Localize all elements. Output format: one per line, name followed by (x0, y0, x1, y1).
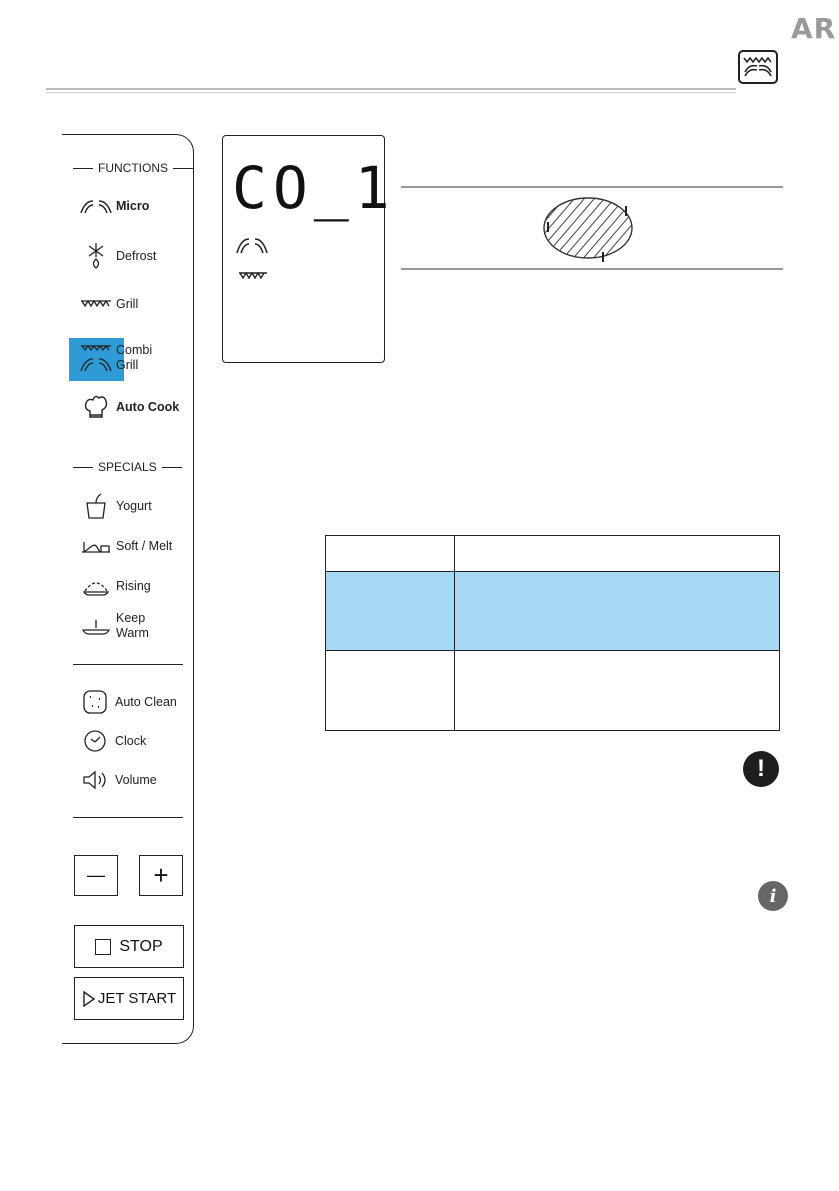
function-micro[interactable] (76, 193, 149, 219)
function-label: Defrost (116, 249, 157, 263)
table-row-highlighted (326, 572, 780, 651)
function-defrost[interactable] (76, 243, 156, 269)
combi-grill-icon (738, 50, 778, 84)
header-rule (46, 88, 736, 90)
minus-button[interactable]: — (74, 855, 118, 896)
grill-indicator-icon (237, 270, 269, 282)
info-table (325, 535, 780, 731)
special-label: Yogurt (116, 499, 152, 513)
table-cell (455, 651, 780, 731)
specials-heading: SPECIALS (73, 460, 182, 474)
special-label: Keep Warm (116, 611, 149, 640)
auto-clean-icon (75, 689, 115, 715)
soft-melt-icon (76, 533, 116, 559)
setting-label: Clock (115, 734, 147, 748)
yogurt-icon (76, 493, 116, 519)
functions-heading: FUNCTIONS (73, 161, 193, 175)
setting-volume[interactable] (75, 767, 157, 793)
stop-button[interactable] (74, 925, 184, 968)
panel-divider (73, 817, 183, 818)
table-cell (326, 572, 455, 651)
special-soft-melt[interactable] (76, 533, 172, 559)
special-label: Soft / Melt (116, 539, 173, 553)
setting-label: Auto Clean (115, 695, 177, 709)
jet-start-button[interactable] (74, 977, 184, 1020)
special-rising[interactable] (76, 573, 151, 599)
micro-icon (76, 193, 116, 219)
combi-grill-icon (76, 345, 116, 371)
micro-indicator-icon (235, 235, 269, 255)
stop-label: STOP (119, 937, 163, 955)
jet-start-label: JET START (97, 990, 177, 1007)
special-label: Rising (116, 579, 151, 593)
keep-warm-icon (76, 613, 116, 639)
setting-auto-clean[interactable] (75, 689, 177, 715)
panel-divider (73, 664, 183, 665)
table-cell (455, 572, 780, 651)
illustration-rule-top (401, 186, 783, 188)
clock-icon (75, 728, 115, 754)
display-readout: CO_1 (232, 154, 396, 222)
defrost-icon (76, 243, 116, 269)
grill-rack-icon (540, 192, 640, 264)
function-label: Micro (116, 199, 150, 213)
info-icon: i (758, 881, 788, 911)
setting-clock[interactable] (75, 728, 146, 754)
grill-icon (76, 291, 116, 317)
play-icon (82, 991, 96, 1007)
table-cell (326, 651, 455, 731)
function-grill[interactable] (76, 291, 138, 317)
special-yogurt[interactable] (76, 493, 152, 519)
stop-icon (95, 939, 111, 955)
function-label: Grill (116, 297, 139, 311)
rising-icon (76, 573, 116, 599)
table-header-row (326, 536, 780, 572)
chef-hat-icon (76, 394, 116, 420)
function-combi-grill[interactable] (76, 343, 152, 373)
volume-icon (75, 767, 115, 793)
function-auto-cook[interactable] (76, 394, 179, 420)
header-rule-thin (46, 92, 736, 93)
setting-label: Volume (115, 773, 157, 787)
table-cell (455, 536, 780, 572)
language-code: AR (791, 12, 837, 45)
illustration-rule-bottom (401, 268, 783, 270)
plus-button[interactable]: + (139, 855, 183, 896)
special-keep-warm[interactable] (76, 611, 149, 641)
table-cell (326, 536, 455, 572)
table-row (326, 651, 780, 731)
function-label: Auto Cook (116, 400, 180, 414)
function-label: Combi Grill (116, 343, 153, 372)
warning-icon: ! (743, 751, 779, 787)
